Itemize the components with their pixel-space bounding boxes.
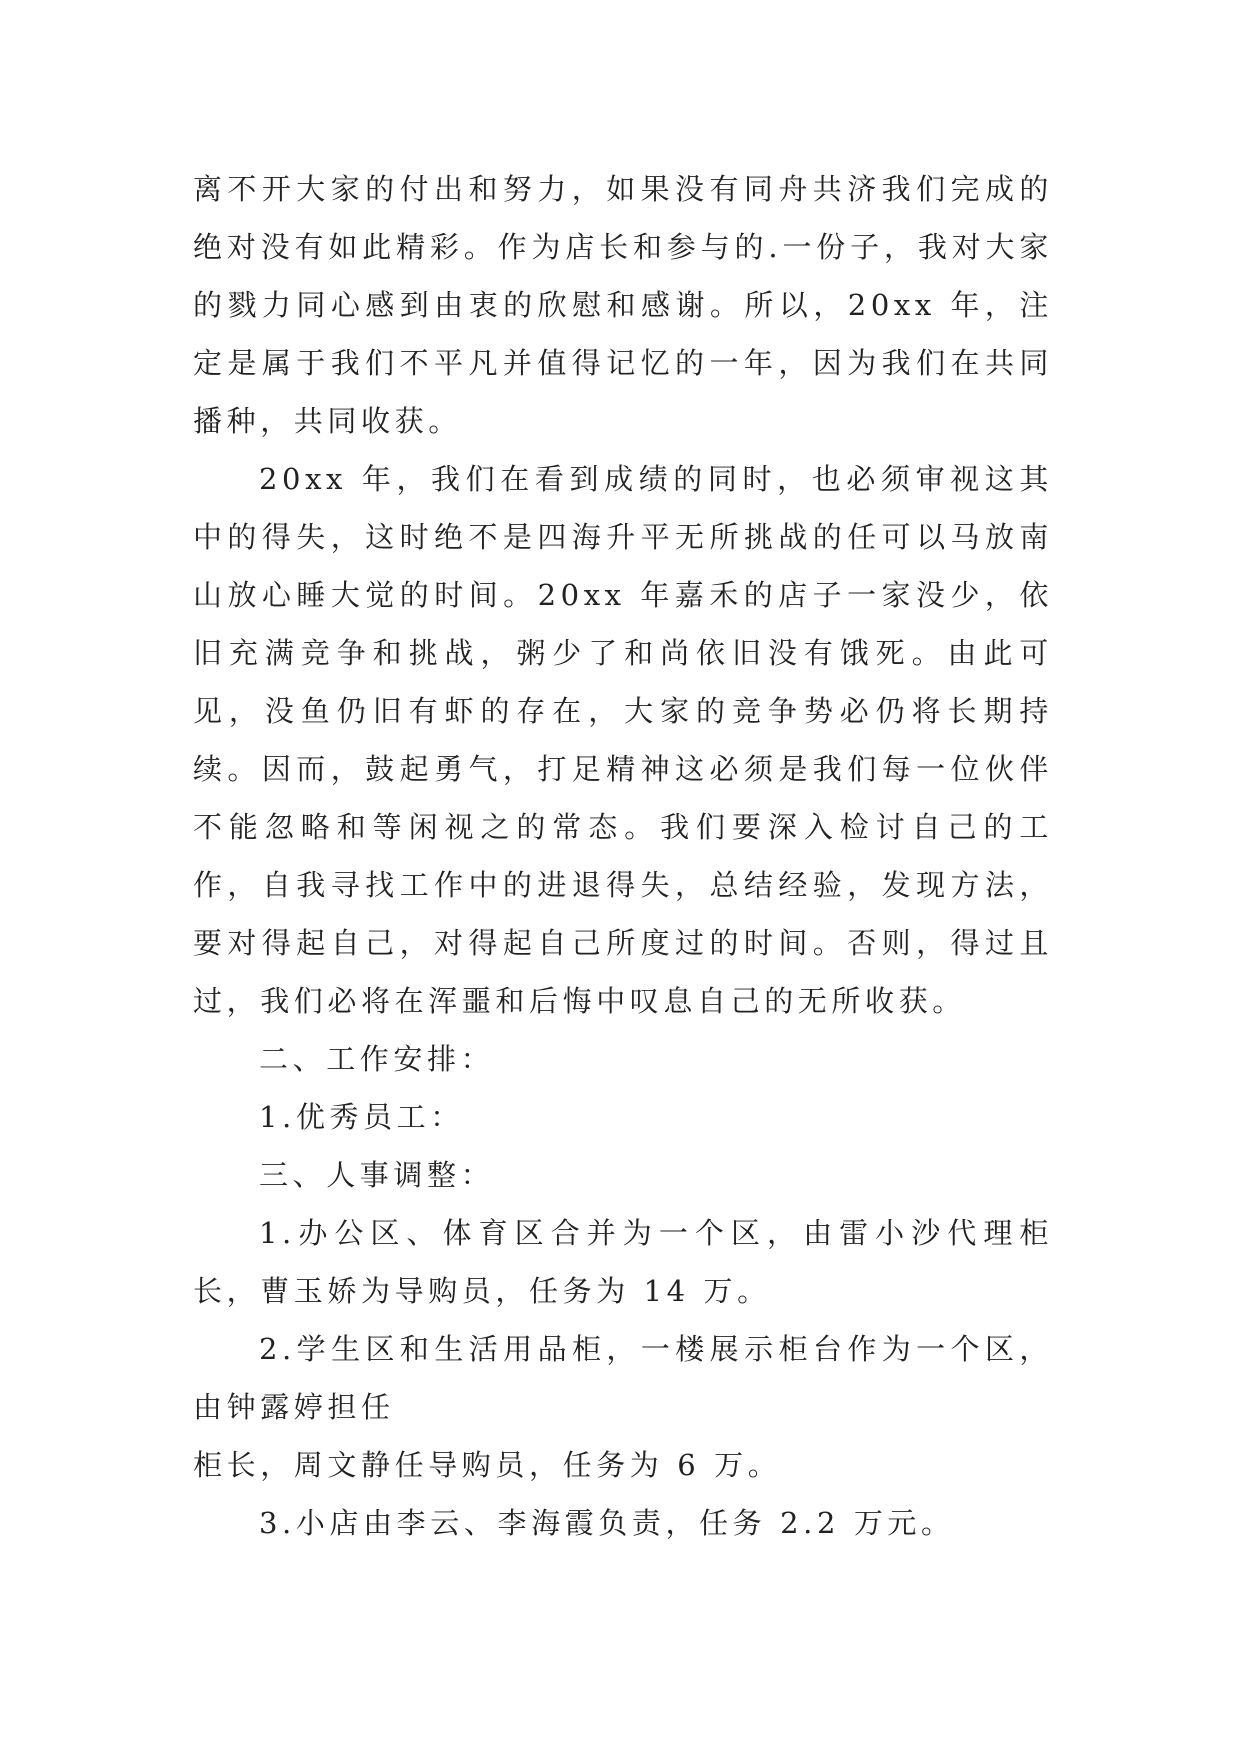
paragraph-reflection: 20xx 年，我们在看到成绩的同时，也必须审视这其中的得失，这时绝不是四海升平无所挑战的任可以马放南山放心睡大觉的时间。20xx 年嘉禾的店子一家没少，依旧充满竞争和挑战，粥少了和尚依旧没有饿死。由此可见，没鱼仍旧有虾的存在，大家的竞争势必仍将长期持续。因而，鼓起勇气，打足精神这必须是我们每一位伙伴不能忽略和等闲视之的常态。我们要深入检讨自己的工作，自我寻找工作中的进退得失，总结经验，发现方法，要对得起自己，对得起自己所度过的时间。否则，得过且过，我们必将在浑噩和后悔中叹息自己的无所收获。 — [193, 462, 1053, 1018]
document-body — [193, 160, 1053, 1552]
heading-personnel-adjustment: 三、人事调整： — [259, 1158, 495, 1192]
item-office-sports-area: 1.办公区、体育区合并为一个区，由雷小沙代理柜长，曹玉娇为导购员，任务为 14 万。 — [193, 1216, 1053, 1308]
paragraph-continuation: 离不开大家的付出和努力，如果没有同舟共济我们完成的绝对没有如此精彩。作为店长和参与的.一份子，我对大家的戮力同心感到由衷的欣慰和感谢。所以，20xx 年，注定是属于我们不平凡并值得记忆的一年，因为我们在共同播种，共同收获。 — [193, 172, 1053, 438]
item-student-area: 2.学生区和生活用品柜，一楼展示柜台作为一个区，由钟露婷担任 — [193, 1332, 1053, 1424]
item-outstanding-staff: 1.优秀员工： — [259, 1100, 464, 1134]
heading-work-arrangement: 二、工作安排： — [259, 1042, 495, 1076]
item-small-shop: 3.小店由李云、李海霞负责，任务 2.2 万元。 — [259, 1506, 955, 1540]
item-student-area-continued: 柜长，周文静任导购员，任务为 6 万。 — [193, 1448, 782, 1482]
